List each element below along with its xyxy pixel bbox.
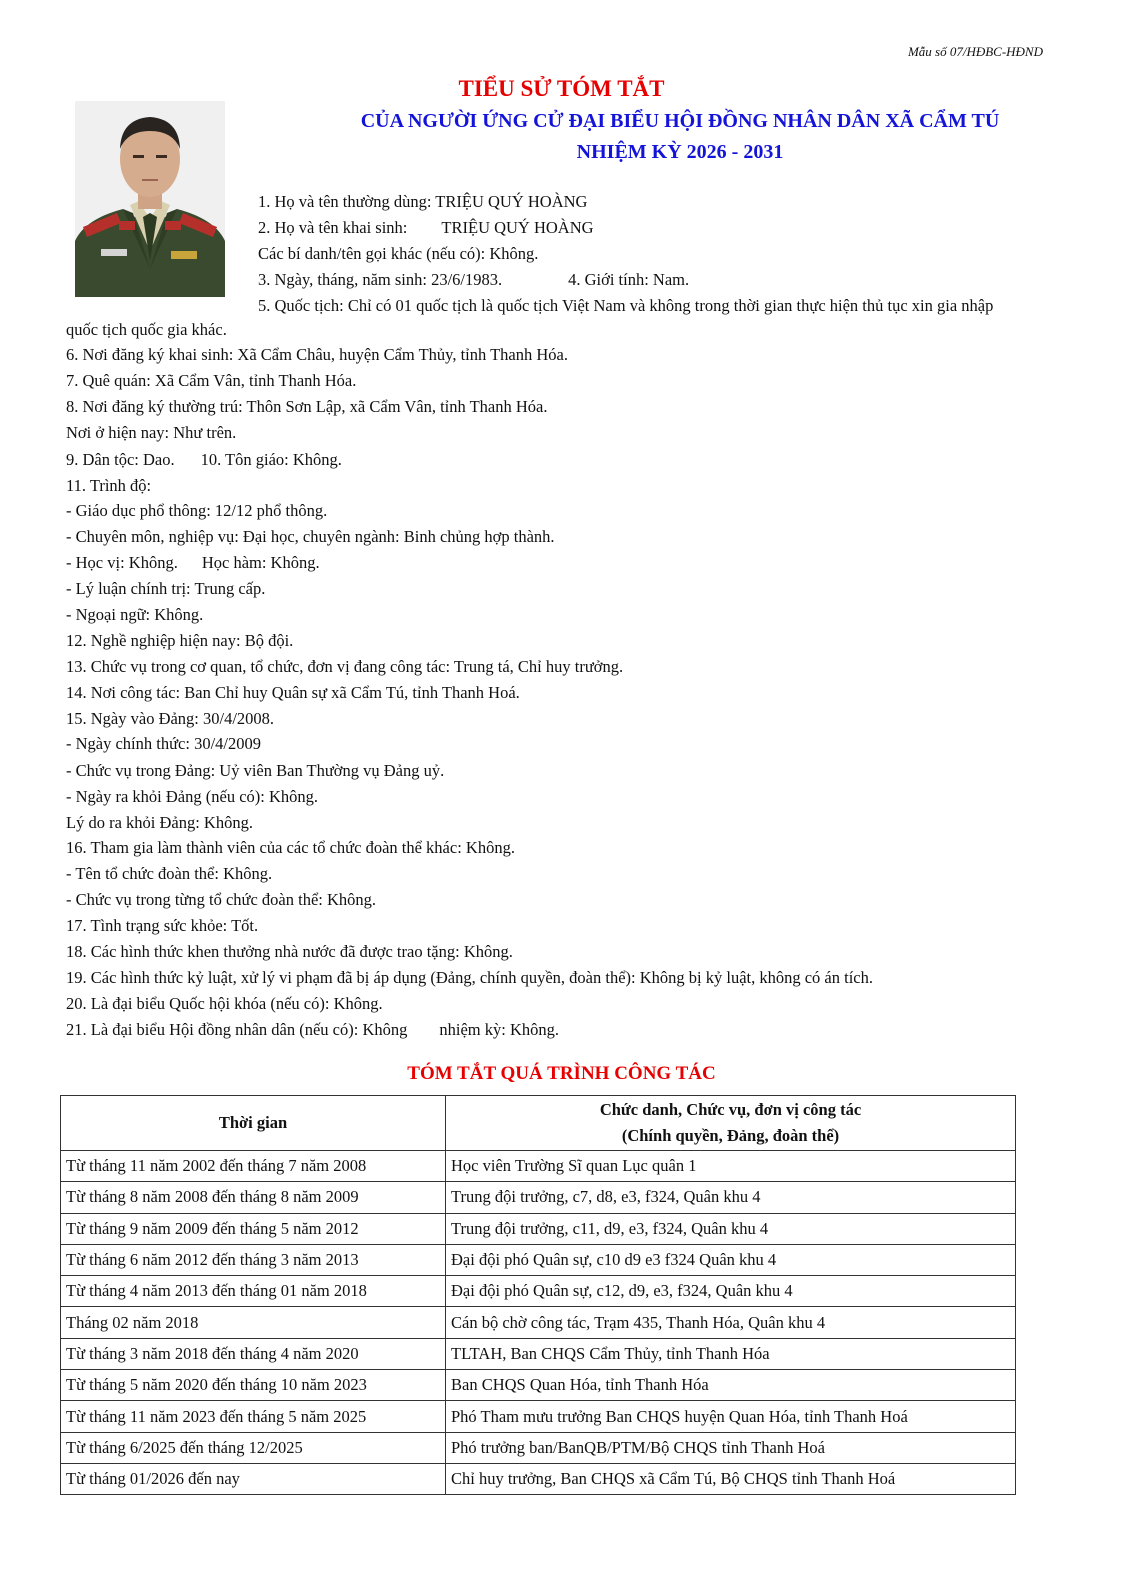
table-row	[61, 1182, 1016, 1213]
info-party-position: - Chức vụ trong Đảng: Uỷ viên Ban Thường vụ Đảng uỷ.	[66, 761, 445, 780]
row-time: Từ tháng 01/2026 đến nay	[61, 1463, 446, 1494]
info-party-join-date: 15. Ngày vào Đảng: 30/4/2008.	[66, 709, 275, 728]
info-discipline: 19. Các hình thức kỷ luật, xử lý vi phạm đã bị áp dụng (Đảng, chính quyền, đoàn thể): Không bị kỷ luật, không có án tích.	[66, 968, 873, 987]
table-row	[61, 1151, 1016, 1182]
row-role: Chỉ huy trưởng, Ban CHQS xã Cẩm Tú, Bộ CHQS tỉnh Thanh Hoá	[446, 1463, 1016, 1494]
table-row	[61, 1370, 1016, 1401]
row-role: Phó Tham mưu trưởng Ban CHQS huyện Quan Hóa, tỉnh Thanh Hoá	[446, 1401, 1016, 1432]
info-hometown: 7. Quê quán: Xã Cẩm Vân, tỉnh Thanh Hóa.	[66, 371, 357, 390]
info-health: 17. Tình trạng sức khỏe: Tốt.	[66, 916, 259, 935]
info-organizations: 16. Tham gia làm thành viên của các tổ chức đoàn thể khác: Không.	[66, 838, 515, 857]
table-row	[61, 1276, 1016, 1307]
row-time: Từ tháng 11 năm 2023 đến tháng 5 năm 2025	[61, 1401, 446, 1432]
row-role: Trung đội trưởng, c7, d8, e3, f324, Quân khu 4	[446, 1182, 1016, 1213]
info-occupation: 12. Nghề nghiệp hiện nay: Bộ đội.	[66, 631, 294, 650]
row-time: Từ tháng 4 năm 2013 đến tháng 01 năm 2018	[61, 1276, 446, 1307]
info-awards: 18. Các hình thức khen thưởng nhà nước đã được trao tặng: Không.	[66, 942, 513, 961]
info-political-theory: - Lý luận chính trị: Trung cấp.	[66, 579, 266, 598]
work-history-title: TÓM TẮT QUÁ TRÌNH CÔNG TÁC	[407, 1063, 716, 1084]
row-time: Từ tháng 5 năm 2020 đến tháng 10 năm 2023	[61, 1370, 446, 1401]
info-birth-name-value: TRIỆU QUÝ HOÀNG	[441, 218, 594, 237]
info-general-education: - Giáo dục phổ thông: 12/12 phổ thông.	[66, 501, 328, 520]
info-birth-date-gender	[258, 270, 689, 290]
info-birth-name	[258, 218, 594, 238]
row-role: Trung đội trưởng, c11, d9, e3, f324, Quân khu 4	[446, 1213, 1016, 1244]
info-degree-title	[66, 553, 320, 573]
row-role: Học viên Trường Sĩ quan Lục quân 1	[446, 1151, 1016, 1182]
row-time: Từ tháng 6/2025 đến tháng 12/2025	[61, 1432, 446, 1463]
info-peoples-council	[66, 1020, 559, 1040]
info-aliases: Các bí danh/tên gọi khác (nếu có): Không.	[258, 244, 539, 263]
row-time: Từ tháng 8 năm 2008 đến tháng 8 năm 2009	[61, 1182, 446, 1213]
header-role-line1: Chức danh, Chức vụ, đơn vị công tác	[599, 1100, 862, 1119]
table-row	[61, 1244, 1016, 1275]
work-history-header-row	[61, 1096, 1016, 1151]
info-birth-registration: 6. Nơi đăng ký khai sinh: Xã Cẩm Châu, huyện Cẩm Thủy, tỉnh Thanh Hóa.	[66, 345, 568, 364]
info-peoples-council-member: 21. Là đại biểu Hội đồng nhân dân (nếu có): Không	[66, 1020, 408, 1039]
info-party-leave-reason: Lý do ra khỏi Đảng: Không.	[66, 813, 253, 832]
info-current-residence: Nơi ở hiện nay: Như trên.	[66, 423, 237, 442]
info-nationality-cont: quốc tịch quốc gia khác.	[66, 320, 227, 339]
info-party-official-date: - Ngày chính thức: 30/4/2009	[66, 734, 261, 753]
info-gender: 4. Giới tính: Nam.	[568, 270, 690, 289]
document-term: NHIỆM KỲ 2026 - 2031	[576, 141, 784, 163]
info-religion: 10. Tôn giáo: Không.	[200, 450, 342, 469]
info-workplace: 14. Nơi công tác: Ban Chỉ huy Quân sự xã Cẩm Tú, tỉnh Thanh Hoá.	[66, 683, 520, 702]
row-time: Từ tháng 9 năm 2009 đến tháng 5 năm 2012	[61, 1213, 446, 1244]
table-row	[61, 1307, 1016, 1338]
info-birth-name-label: 2. Họ và tên khai sinh:	[258, 218, 408, 237]
info-ethnicity-religion	[66, 450, 342, 470]
row-role: Đại đội phó Quân sự, c10 d9 e3 f324 Quân khu 4	[446, 1244, 1016, 1275]
document-subtitle: CỦA NGƯỜI ỨNG CỬ ĐẠI BIỂU HỘI ĐỒNG NHÂN DÂN XÃ CẨM TÚ	[360, 110, 1000, 132]
info-organization-names: - Tên tổ chức đoàn thể: Không.	[66, 864, 273, 883]
row-time: Từ tháng 3 năm 2018 đến tháng 4 năm 2020	[61, 1338, 446, 1369]
header-role	[446, 1096, 1016, 1151]
info-birth-date: 3. Ngày, tháng, năm sinh: 23/6/1983.	[258, 270, 503, 289]
form-code: Mẫu số 07/HĐBC-HĐND	[907, 44, 1043, 59]
info-position: 13. Chức vụ trong cơ quan, tổ chức, đơn vị đang công tác: Trung tá, Chỉ huy trưởng.	[66, 657, 624, 676]
row-role: Đại đội phó Quân sự, c12, d9, e3, f324, Quân khu 4	[446, 1276, 1016, 1307]
info-party-leave-date: - Ngày ra khỏi Đảng (nếu có): Không.	[66, 787, 319, 806]
candidate-portrait-photo	[75, 101, 225, 297]
row-time: Từ tháng 6 năm 2012 đến tháng 3 năm 2013	[61, 1244, 446, 1275]
row-role: TLTAH, Ban CHQS Cẩm Thủy, tỉnh Thanh Hóa	[446, 1338, 1016, 1369]
info-ethnicity: 9. Dân tộc: Dao.	[66, 450, 175, 469]
info-nationality: 5. Quốc tịch: Chỉ có 01 quốc tịch là quốc tịch Việt Nam và không trong thời gian thực hiện thủ tục xin gia nhập	[258, 296, 994, 315]
info-education-heading: 11. Trình độ:	[66, 476, 152, 495]
row-role: Phó trưởng ban/BanQB/PTM/Bộ CHQS tỉnh Thanh Hoá	[446, 1432, 1016, 1463]
info-peoples-council-term: nhiệm kỳ: Không.	[439, 1020, 560, 1039]
row-role: Cán bộ chờ công tác, Trạm 435, Thanh Hóa, Quân khu 4	[446, 1307, 1016, 1338]
info-permanent-residence: 8. Nơi đăng ký thường trú: Thôn Sơn Lập, xã Cẩm Vân, tỉnh Thanh Hóa.	[66, 397, 548, 416]
document-title: TIỂU SỬ TÓM TẮT	[458, 76, 665, 101]
work-history-table	[60, 1095, 1016, 1495]
info-specialization: - Chuyên môn, nghiệp vụ: Đại học, chuyên ngành: Binh chủng hợp thành.	[66, 527, 555, 546]
table-row	[61, 1432, 1016, 1463]
table-row	[61, 1213, 1016, 1244]
table-row	[61, 1338, 1016, 1369]
row-time: Từ tháng 11 năm 2002 đến tháng 7 năm 2008	[61, 1151, 446, 1182]
info-foreign-language: - Ngoại ngữ: Không.	[66, 605, 204, 624]
row-time: Tháng 02 năm 2018	[61, 1307, 446, 1338]
info-common-name: 1. Họ và tên thường dùng: TRIỆU QUÝ HOÀNG	[258, 192, 588, 211]
header-time: Thời gian	[61, 1096, 446, 1151]
info-national-assembly: 20. Là đại biểu Quốc hội khóa (nếu có): Không.	[66, 994, 383, 1013]
row-role: Ban CHQS Quan Hóa, tỉnh Thanh Hóa	[446, 1370, 1016, 1401]
header-role-line2: (Chính quyền, Đảng, đoàn thể)	[621, 1126, 840, 1145]
info-organization-positions: - Chức vụ trong từng tổ chức đoàn thể: Không.	[66, 890, 377, 909]
info-academic-title: Học hàm: Không.	[201, 553, 320, 572]
info-degree: - Học vị: Không.	[66, 553, 178, 572]
table-row	[61, 1463, 1016, 1494]
table-row	[61, 1401, 1016, 1432]
